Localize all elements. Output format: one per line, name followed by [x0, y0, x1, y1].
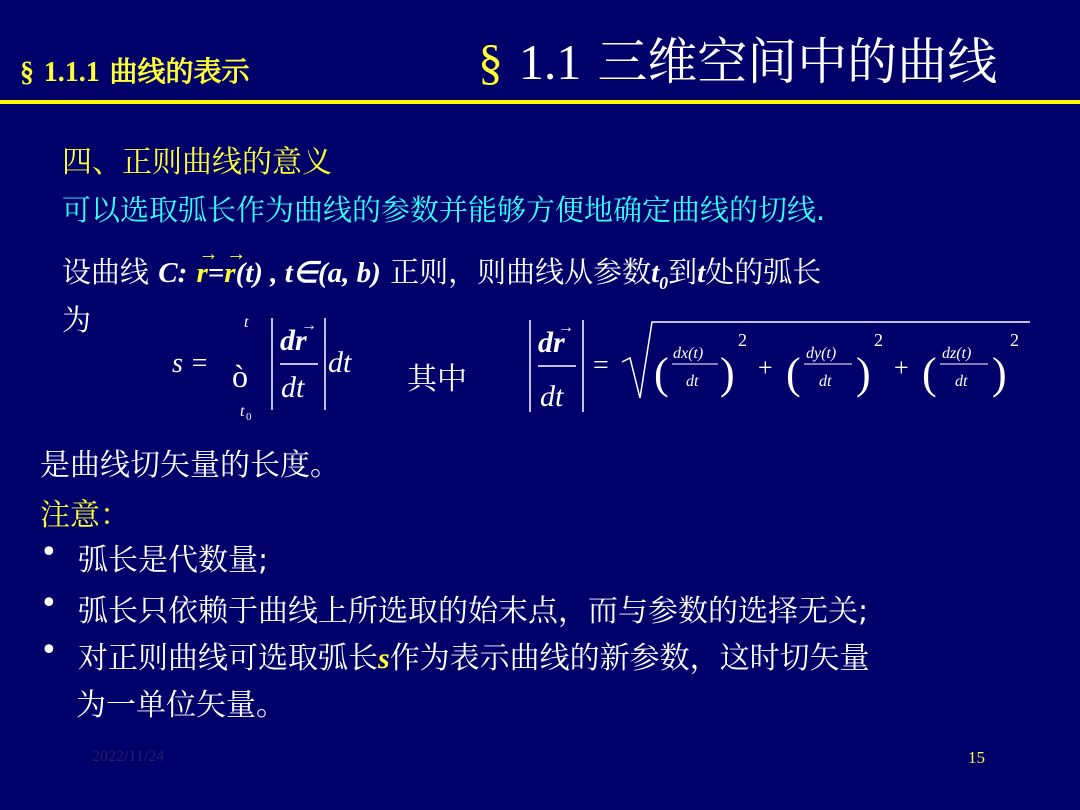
section-heading: 四、正则曲线的意义	[62, 145, 332, 180]
svg-text:→: →	[558, 319, 574, 336]
svg-text:): )	[720, 349, 735, 398]
def-vector-r2: → r	[224, 243, 247, 289]
note-label: 注意：	[40, 498, 130, 533]
qizhong-label: 其中	[407, 362, 467, 397]
plus-2: +	[894, 353, 909, 382]
footer-date: 2022/11/24	[92, 748, 165, 765]
term-dy-den: dt	[819, 373, 832, 390]
tangent-length-line: 是曲线切矢量的长度。	[40, 448, 340, 483]
term-dx-den: dt	[686, 373, 699, 390]
integral-lower: t	[240, 403, 245, 420]
def-text-3: 到	[668, 255, 698, 289]
mag-equals: =	[593, 350, 609, 381]
def-t0: t	[651, 257, 660, 289]
term-dy: dy(t)	[806, 345, 837, 362]
integrand-denominator: dt	[281, 371, 305, 404]
page-number: 15	[968, 748, 985, 767]
bullet-text: 弧长只依赖于曲线上所选取的始末点，而与参数的选择无关;	[78, 594, 869, 629]
def-t: t	[697, 257, 706, 289]
svg-text:(: (	[922, 349, 937, 398]
def-param-range: (t) , t∈(a, b)	[235, 257, 381, 289]
bullet-text: 对正则曲线可选取弧长s作为表示曲线的新参数，这时切矢量	[78, 641, 870, 676]
title-text: 三维空间中的曲线	[597, 33, 998, 91]
term-dz: dz(t)	[942, 345, 972, 362]
exp-2: 2	[874, 330, 883, 350]
svg-text:→: →	[301, 317, 317, 334]
definition-line-2: 为	[62, 303, 92, 337]
bullet-dot: •	[40, 633, 58, 668]
integral-sign: ò	[232, 358, 248, 394]
subsection-number: 1.1.1	[43, 57, 100, 88]
bullet-dot: •	[40, 586, 58, 621]
title-section-symbol: §	[478, 34, 503, 90]
def-text-2: 正则，则曲线从参数	[390, 255, 652, 289]
svg-text:): )	[992, 349, 1007, 398]
bullet-3-continuation: 为一单位矢量。	[76, 688, 286, 723]
key-statement: 可以选取弧长作为曲线的参数并能够方便地确定曲线的切线.	[62, 193, 826, 227]
integral-lower-sub: 0	[246, 411, 252, 423]
exp-3: 2	[1010, 330, 1019, 350]
arc-length-symbol: s	[378, 642, 390, 675]
def-t0-sub: 0	[659, 272, 669, 293]
def-text-1: 设曲线	[62, 255, 150, 289]
bullet-dot: •	[40, 535, 58, 570]
term-dx: dx(t)	[673, 345, 704, 362]
integrand-numerator: dr	[280, 324, 307, 357]
mag-denominator: dt	[540, 380, 564, 413]
def-text-4: 处的弧长	[705, 255, 822, 289]
integral-dt: dt	[328, 346, 352, 379]
bullet-text: 弧长是代数量;	[78, 543, 269, 578]
subsection-title: 曲线的表示	[109, 55, 250, 88]
plus-1: +	[758, 353, 773, 382]
svg-text:): )	[856, 349, 871, 398]
title-number: 1.1	[518, 34, 582, 90]
def-equals: =	[207, 257, 225, 289]
svg-text:(: (	[786, 349, 801, 398]
def-vector-r1: → r	[196, 243, 219, 289]
svg-text:(: (	[654, 349, 669, 398]
exp-1: 2	[738, 330, 747, 350]
def-curve-name: C:	[158, 257, 188, 289]
term-dz-den: dt	[955, 373, 968, 390]
section-symbol: §	[20, 57, 34, 88]
mag-numerator: dr	[538, 326, 565, 359]
integral-upper: t	[244, 314, 249, 331]
formula-lhs: s =	[172, 348, 209, 379]
